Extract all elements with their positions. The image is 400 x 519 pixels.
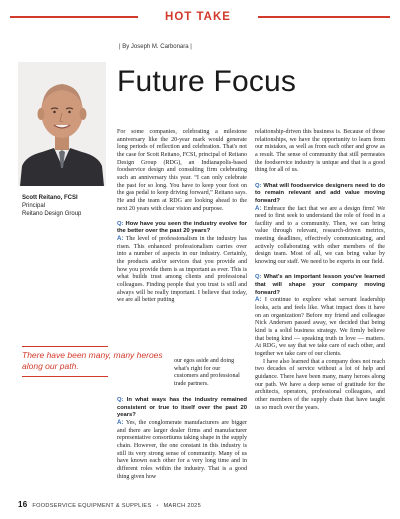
intro-paragraph: For some companies, celebrating a milestone anniversary like the 20-year mark would generate long periods of reflection and celebration. That's not the case for Scott Reitano, FCSI, principal of Reitano Design Group (RDG), an Indianapolis-based foodservice design and consulting firm celebrating such an anniversary this year. “I can only celebrate the past for so long. You have to keep your foot on the gas pedal to keep driving forward,” Reitano says. He and the team at RDG are looking ahead to the next 20 years with clear vision and purpose. bbox=[117, 129, 247, 212]
answer-2-continuation: relationship-driven this business is. Because of those relationships, we have the opportunity to learn from our mistakes, as well as from each other and grow as a result. The sense of community that still permeates the foodservice industry is unique and that is a good thing for all of us. bbox=[255, 129, 385, 174]
banner-rule-right bbox=[258, 16, 390, 18]
answer-4: A: I continue to explore what servant leadership looks, acts and feels like. What impact does it have on an organization? Before my friend and colleague Nick Andersen passed away, we decided that being kind is a solid business strategy. We firmly believe that being kind — speaking truth in love — matters. At RDG, we say that we take care of each other, and together we take care of our clients. bbox=[255, 297, 386, 357]
page-footer bbox=[18, 500, 201, 509]
article-title: Future Focus bbox=[117, 65, 297, 98]
question-2: Q: In what ways has the industry remained consistent or true to itself over the past 20 years? bbox=[117, 397, 247, 419]
pull-quote-rule-top bbox=[22, 346, 108, 347]
caption-role: Principal bbox=[22, 203, 46, 209]
portrait-illustration bbox=[18, 62, 106, 186]
question-3: Q: What will foodservice designers need to do to remain relevant and add value moving forward? bbox=[255, 182, 385, 204]
question-4: Q: What's an important lesson you've learned that will shape your company moving forward? bbox=[255, 274, 386, 296]
answer-3: A: Embrace the fact that we are a design firm! We need to first seek to understand the role of food in a facility and to a community. Then, we can bring value through relevant, research-driven metrics, meeting deadlines, effectively communicating, and actively collaborating with other members of the design team. Most of all, we can bring value by knowing our staff. We need to be experts in our field. bbox=[255, 205, 386, 266]
column-1-bottom bbox=[117, 397, 247, 481]
answer-2: A: Yes, the conglomerate manufacturers are bigger and there are larger dealer firms and manufacturer representative consortiums taking shape in the supply chain. However, the one constant in this industry is still its very strong sense of community. Many of us have known each other for a very long time and in different roles within the industry. That is a good thing given how bbox=[117, 419, 247, 480]
byline: | By Joseph M. Carbonara | bbox=[119, 44, 192, 50]
question-1: Q: How have you seen the industry evolve for the better over the past 20 years? bbox=[117, 220, 248, 235]
section-banner: HOT TAKE bbox=[165, 11, 231, 23]
caption-company: Reitano Design Group bbox=[22, 211, 82, 217]
banner-rule-left bbox=[10, 16, 138, 18]
page-number: 16 bbox=[18, 500, 28, 509]
photo-caption bbox=[22, 194, 81, 218]
publication-name: FOODSERVICE EQUIPMENT & SUPPLIES bbox=[32, 503, 152, 509]
answer-4-paragraph-2: I have also learned that a company does not reach two decades of service without a lot of help and guidance. There have been many, many heroes along our path. We have a deep sense of gratitude for the architects, operators, professional colleagues, and other members of the supply chain that have taught us so much over the years. bbox=[255, 358, 385, 411]
answer-1-continuation: our egos aside and doing what's right for our customers and professional trade partners. bbox=[174, 358, 240, 387]
pull-quote: There have been many, many heroes along our path. bbox=[22, 350, 163, 371]
answer-1: A: The level of professionalism in the industry has risen. This enhanced professionalism carries over into a number of aspects in our industry. Certainly, the products and/or services that you provide and how you provide them is as important as ever. This is what builds trust among clients and professional colleagues. Finding people that you trust is still and always will be really important. I believe that today, we are all better putting bbox=[117, 236, 248, 304]
pull-quote-rule-bottom bbox=[22, 376, 108, 377]
caption-name: Scott Reitano, FCSI bbox=[22, 195, 78, 201]
portrait-photo bbox=[18, 62, 106, 186]
footer-separator: • bbox=[156, 503, 159, 509]
column-2 bbox=[255, 129, 385, 412]
column-1-top bbox=[117, 129, 247, 305]
issue-date: MARCH 2025 bbox=[163, 503, 201, 509]
